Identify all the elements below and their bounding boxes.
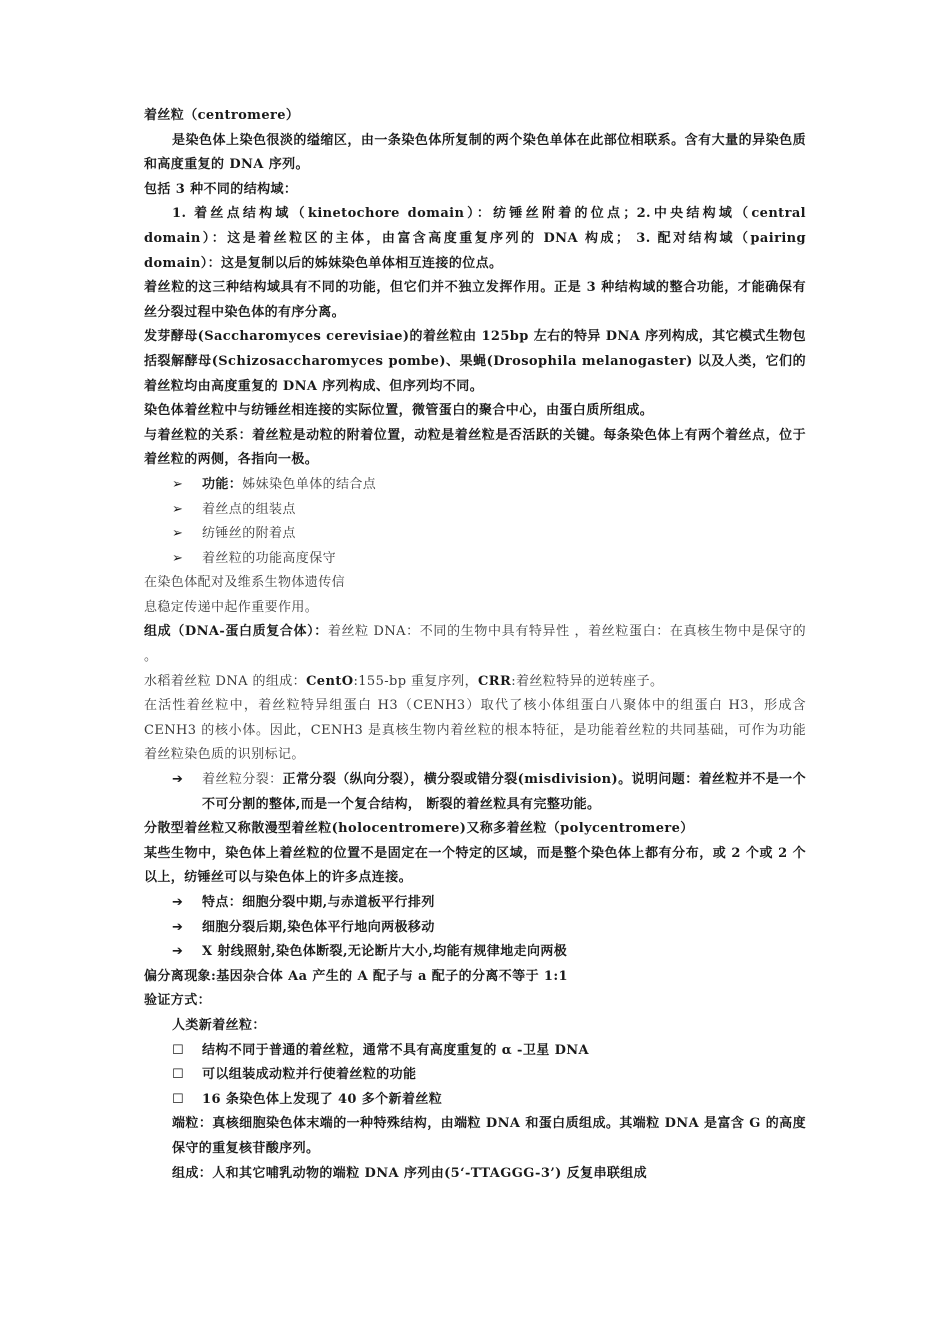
paragraph-domains-intro: 包括 3 种不同的结构域： [144,181,298,197]
division-label: 着丝粒分裂： [202,772,283,788]
paragraph-distribution: 某些生物中，染色体上着丝粒的位置不是固定在一个特定的区域，而是整个染色体上都有分布，或 2 个或 2 个以上，纺锤丝可以与染色体上的许多点连接。 [144,845,806,886]
paragraph-rice [144,670,806,695]
list-item [144,473,806,498]
paragraph-kinetochore: 染色体着丝粒中与纺锤丝相连接的实际位置，微管蛋白的聚合中心，由蛋白质所组成。 [144,403,654,419]
paragraph-holocentromere: 分散型着丝粒又称散漫型着丝粒(holocentromere)又称多着丝粒（polycentromere） [144,821,694,837]
list-item-text: 特点：细胞分裂中期,与赤道板平行排列 [202,895,435,910]
paragraph-pairing-1: 在染色体配对及维系生物体遗传信 [144,575,346,591]
arrow-bullet-icon: ➔ [172,895,184,910]
paragraph-telomere-composition: 组成：人和其它哺乳动物的端粒 DNA 序列由(5‘-TTAGGG-3’) 反复串联组成 [172,1165,648,1181]
list-item [144,522,806,547]
chevron-bullet-icon: ➢ [172,550,184,566]
list-item-text: 纺锤丝的附着点 [202,526,296,542]
rice-crr: CRR [478,673,512,689]
heading-centromere: 着丝粒（centromere） [144,108,300,123]
paragraph-verification: 验证方式： [144,993,212,1009]
chevron-bullet-icon: ➢ [172,476,184,492]
rice-text-post: :着丝粒特异的逆转座子。 [511,673,664,689]
paragraph-definition: 是染色体上染色很淡的缢缩区，由一条染色体所复制的两个染色单体在此部位相联系。含有大量的异染色质和高度重复的 DNA 序列。 [144,132,806,173]
arrow-bullet-icon: ➔ [172,772,184,788]
list-item [144,768,806,817]
list-item-text: 细胞分裂后期,染色体平行地向两极移动 [202,919,435,935]
list-item [144,940,806,965]
square-bullet-icon: ☐ [172,1042,185,1058]
paragraph-telomere: 端粒：真核细胞染色体末端的一种特殊结构，由端粒 DNA 和蛋白质组成。其端粒 DNA 是富含 G 的高度保守的重复核苷酸序列。 [172,1116,806,1156]
paragraph-neocentromere: 人类新着丝粒： [172,1017,266,1033]
rice-text-mid: :155-bp 重复序列， [353,673,479,689]
rice-cento: CentO [306,673,354,689]
list-item [144,1063,806,1088]
list-item [144,1039,806,1064]
paragraph-yeast: 发芽酵母(Saccharomyces cerevisiae)的着丝粒由 125bp 左右的特异 DNA 序列构成，其它模式生物包括裂解酵母(Schizosaccharomyces pombe)、果蝇(Drosophila melanogaster) 以及人类，它们的着丝粒均由高度重复的 DNA 序列构成、但序列均不同。 [144,329,806,394]
composition-text: 着丝粒 DNA：不同的生物中具有特异性 ，着丝粒蛋白：在真核生物中是保守的 。 [144,624,806,665]
list-item-text: 着丝点的组装点 [202,501,296,517]
paragraph-cenh3: 在活性着丝粒中，着丝粒特异组蛋白 H3（CENH3）取代了核小体组蛋白八聚体中的组蛋白 H3，形成含 CENH3 的核小体。因此，CENH3 是真核生物内着丝粒的根本特征，是功能着丝粒的共同基础，可作为功能着丝粒染色质的识别标记。 [144,698,806,763]
paragraph-relation: 与着丝粒的关系：着丝粒是动粒的附着位置，动粒是着丝粒是否活跃的关键。每条染色体上有两个着丝点，位于着丝粒的两侧，各指向一极。 [144,427,806,468]
composition-label: 组成（DNA-蛋白质复合体）： [144,624,328,640]
list-item [144,1088,806,1113]
chevron-bullet-icon: ➢ [172,501,184,517]
square-bullet-icon: ☐ [172,1067,185,1083]
list-item [144,498,806,523]
paragraph-pairing-2: 息稳定传递中起作重要作用。 [144,599,319,615]
list-item-text: 结构不同于普通的着丝粒，通常不具有高度重复的 α -卫星 DNA [202,1042,590,1058]
square-bullet-icon: ☐ [172,1091,185,1107]
paragraph-domains-list: 1. 着丝点结构域（kinetochore domain）：纺锤丝附着的位点；2.中央结构域（central domain）：这是着丝粒区的主体，由富含高度重复序列的 DNA 构成； 3. 配对结构域（pairing domain）：这是复制以后的姊妹染色单体相互连接的位点。 [144,206,806,271]
function-text: 姊妹染色单体的结合点 [242,476,377,492]
division-text: 正常分裂（纵向分裂），横分裂或错分裂(misdivision)。说明问题：着丝粒并不是一个不可分割的整体,而是一个复合结构， 断裂的着丝粒具有完整功能。 [202,772,806,812]
document-body [144,104,806,1186]
function-label: 功能： [202,476,243,492]
paragraph-domains-function: 着丝粒的这三种结构域具有不同的功能，但它们并不独立发挥作用。正是 3 种结构域的整合功能，才能确保有丝分裂过程中染色体的有序分离。 [144,280,806,320]
paragraph-composition [144,620,806,669]
chevron-bullet-icon: ➢ [172,526,184,542]
list-item-text: 着丝粒的功能高度保守 [202,550,337,566]
arrow-bullet-icon: ➔ [172,919,184,935]
list-item-text: 16 条染色体上发现了 40 多个新着丝粒 [202,1091,443,1107]
paragraph-segregation: 偏分离现象:基因杂合体 Aa 产生的 A 配子与 a 配子的分离不等于 1:1 [144,968,568,984]
rice-text-pre: 水稻着丝粒 DNA 的组成： [144,673,307,689]
list-item [144,547,806,572]
list-item-text: X 射线照射,染色体断裂,无论断片大小,均能有规律地走向两极 [202,944,568,960]
list-item-text: 可以组装成动粒并行使着丝粒的功能 [202,1067,417,1083]
list-item [144,891,806,916]
arrow-bullet-icon: ➔ [172,944,184,960]
list-item [144,916,806,941]
